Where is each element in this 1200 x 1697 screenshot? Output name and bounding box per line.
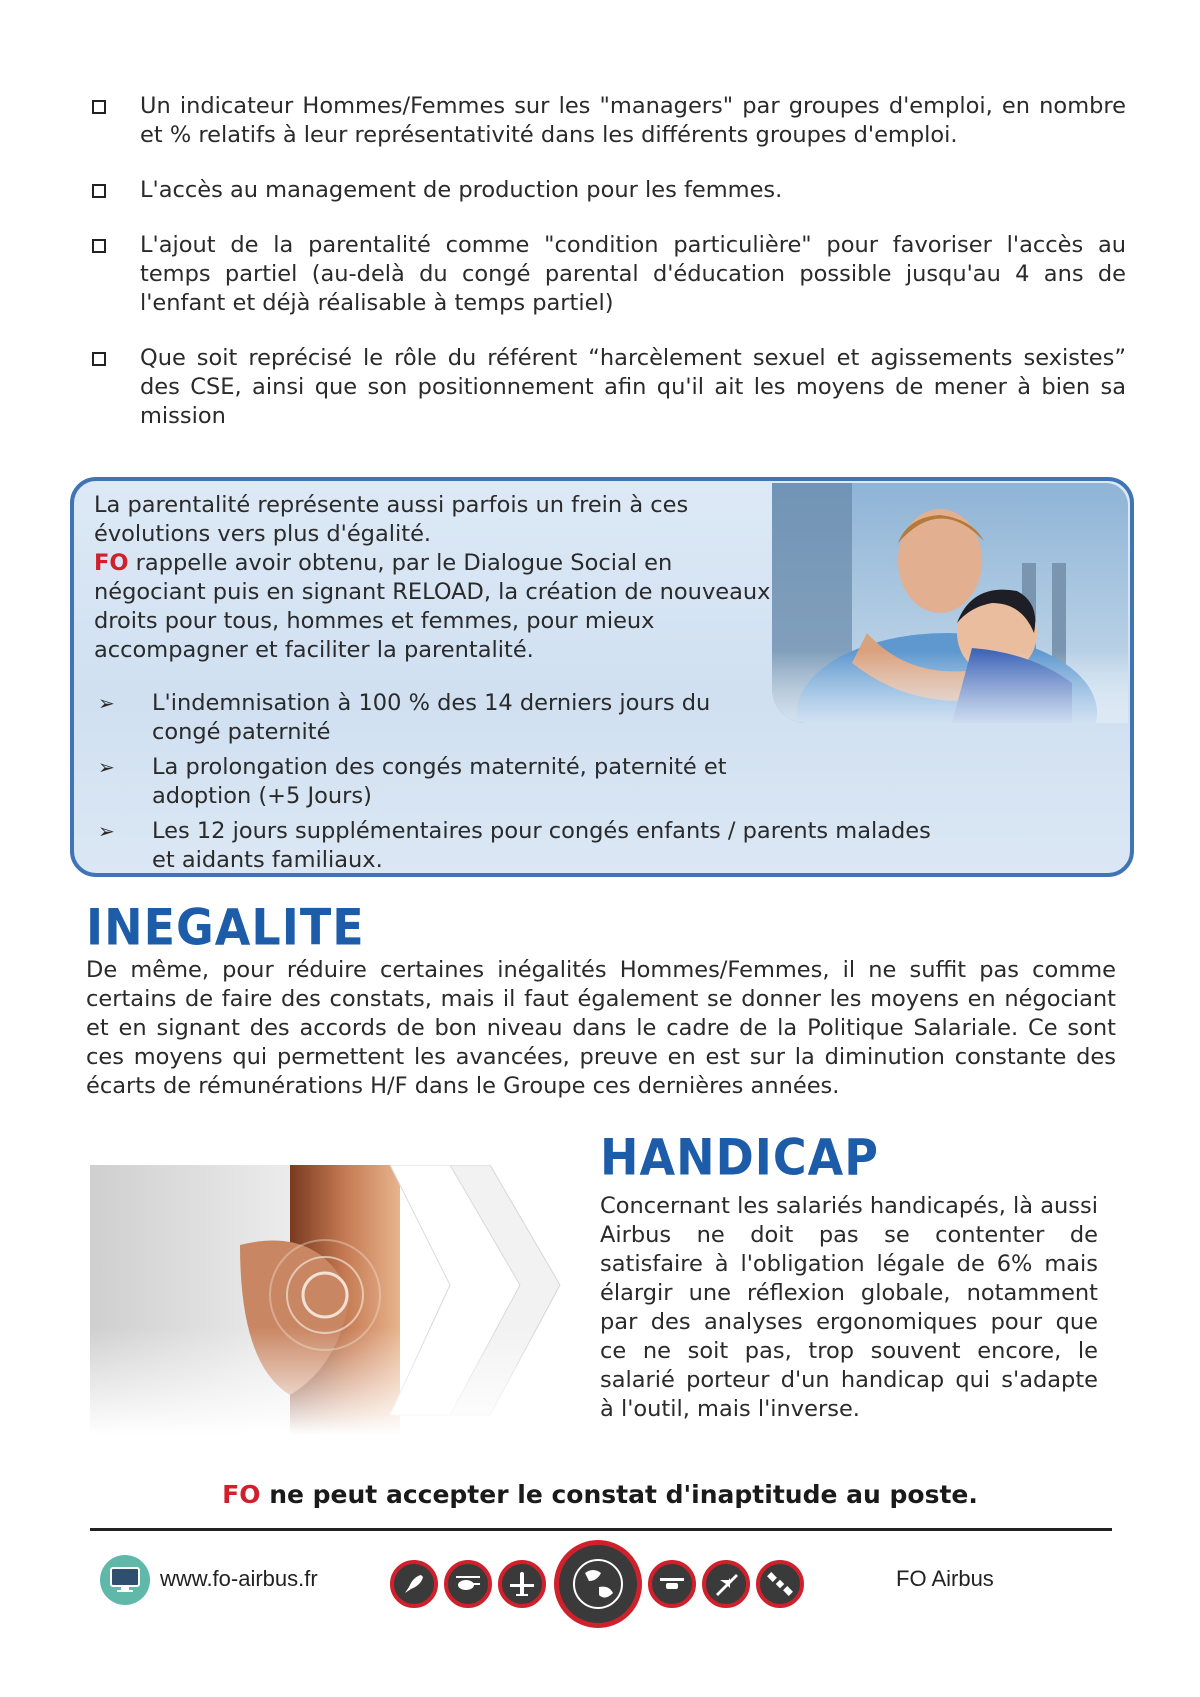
parentality-intro: La parentalité représente aussi parfois un frein à ces évolutions vers plus d'égalité. FO rappelle avoir obtenu, par le Dialogue Social en négociant puis en signant RELOAD, la création de nouveaux droits pour tous, hommes et femmes, pour mieux accompagner et faciliter la parentalité. [94,492,771,663]
parentality-box [70,477,1134,877]
checkbox-bullet-icon [92,352,106,366]
slogan: FO ne peut accepter le constat d'inaptitude au poste. [222,1480,978,1509]
inegalite-title: INEGALITE [86,897,365,957]
fo-label: FO [222,1480,261,1509]
monitor-icon [100,1555,150,1605]
jet-icon [702,1560,750,1608]
footer-org-name: FO Airbus [896,1566,994,1591]
list-item: Un indicateur Hommes/Femmes sur les "managers" par groupes d'emploi, en nombre et % relatifs à leur représentativité dans les différents groupes d'emploi. [86,92,1126,150]
rights-list [94,689,1094,877]
arrow-bullet-icon: ➢ [98,819,115,843]
list-item: Que soit reprécisé le rôle du référent “harcèlement sexuel et agissements sexistes” des CSE, ainsi que son positionnement afin qu'il ait les moyens de mener à bien sa mission [86,344,1126,431]
handicap-text: Concernant les salariés handicapés, là aussi Airbus ne doit pas se contenter de satisfaire à l'obligation légale de 6% mais élargir une réflexion globale, notamment par des analyses ergonomiques pour que ce ne soit pas, trop souvent encore, le salarié porteur d'un handicap qui s'adapte à l'outil, mais l'inverse. [600,1193,1098,1422]
ear-listening-image [90,1165,580,1435]
airplane-icon [498,1560,546,1608]
list-item: ➢ La prolongation des congés maternité, paternité et adoption (+5 Jours) [94,753,734,811]
checkbox-bullet-icon [92,184,106,198]
father-child-photo [772,483,1128,723]
satellite-icon [756,1560,804,1608]
list-item: L'ajout de la parentalité comme "condition particulière" pour favoriser l'accès au temps partiel (au-delà du congé parental d'éducation possible jusqu'au 4 ans de l'enfant et déjà réalisable à temps partiel) [86,231,1126,318]
checkbox-bullet-icon [92,239,106,253]
requests-list [86,92,1126,460]
rocket-icon [390,1560,438,1608]
website-link[interactable]: www.fo-airbus.fr [160,1566,318,1591]
arrow-bullet-icon: ➢ [98,691,115,715]
helicopter-icon [444,1560,492,1608]
arrow-bullet-icon: ➢ [98,755,115,779]
checkbox-bullet-icon [92,100,106,114]
list-item: ➢ Les 12 jours supplémentaires pour congés enfants / parents malades et aidants familiaux. [94,817,954,875]
handicap-title: HANDICAP [600,1127,879,1187]
footer-divider [90,1528,1112,1531]
globe-icon [554,1540,642,1628]
list-item: L'accès au management de production pour les femmes. [86,176,1126,205]
fo-label: FO [94,550,129,576]
inegalite-text: De même, pour réduire certaines inégalités Hommes/Femmes, il ne suffit pas comme certains de faire des constats, mais il faut également se donner les moyens en négociant et en signant des accords de bon niveau dans le cadre de la Politique Salariale. Ce sont ces moyens qui permettent les avancées, preuve en est sur la diminution constante des écarts de rémunérations H/F dans le Groupe ces dernières années. [86,957,1116,1099]
list-item: ➢ L'indemnisation à 100 % des 14 derniers jours du congé paternité [94,689,734,747]
drone-icon [648,1560,696,1608]
